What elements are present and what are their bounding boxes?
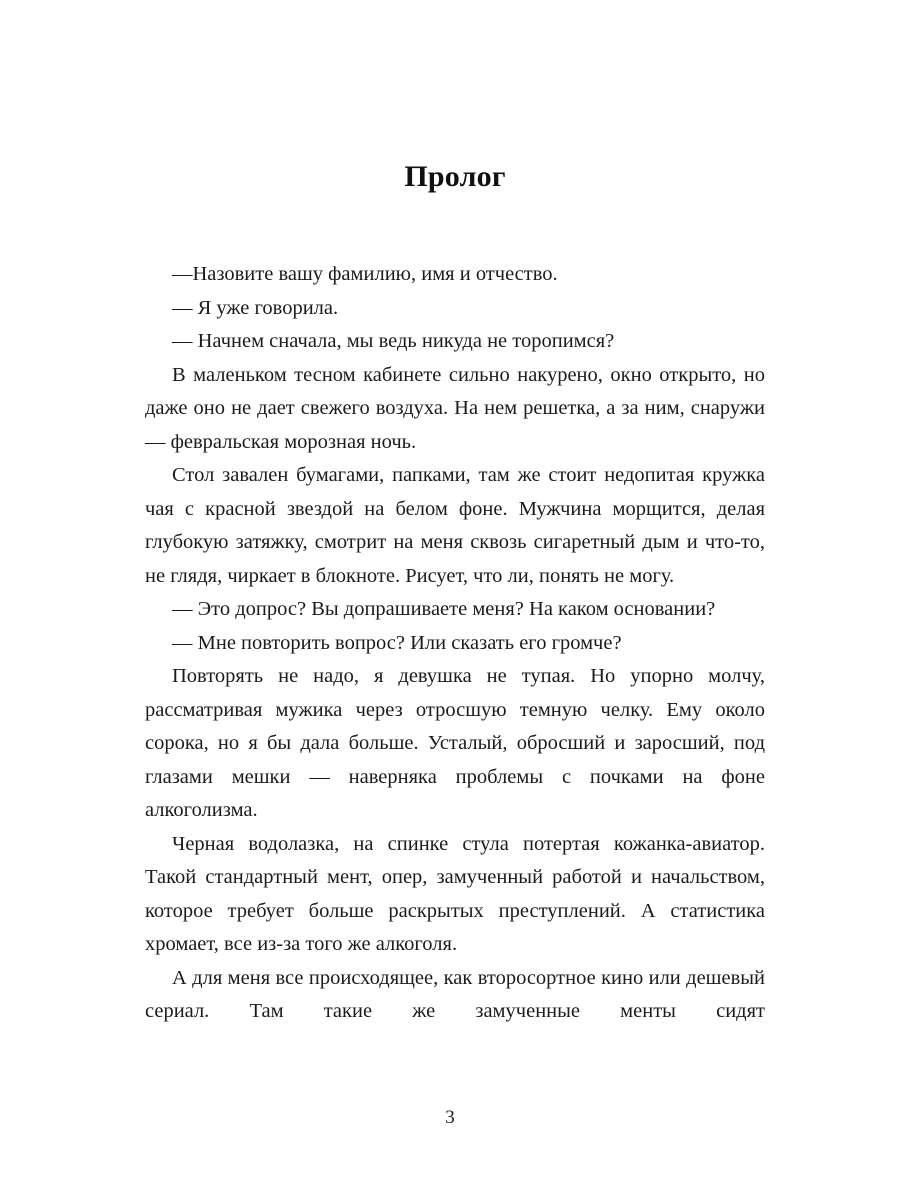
paragraph-dialogue-1: —Назовите вашу фамилию, имя и отчество. — [172, 263, 558, 285]
paragraph-dialogue-2: — Я уже говорила. — [172, 296, 339, 319]
paragraph-narrative-3: Повторять не надо, я девушка не тупая. Но упорно молчу, рассматривая мужика через отросшую темную челку. Ему около сорока, но я бы дала больше. Усталый, обросший и заросший, под глазами мешки — наверняка проблемы с почками на фоне алкоголизма. — [145, 665, 765, 821]
paragraph-dialogue-3: — Начнем сначала, мы ведь никуда не торопимся? — [172, 330, 615, 352]
paragraph-narrative-1: В маленьком тесном кабинете сильно накурено, окно открыто, но даже оно не дает свежего воздуха. На нем решетка, а за ним, снаружи — февральская морозная ночь. — [145, 363, 765, 453]
chapter-title: Пролог — [404, 160, 506, 193]
paragraph-dialogue-4: — Это допрос? Вы допрашиваете меня? На каком основании? — [172, 598, 716, 620]
paragraph-narrative-5: А для меня все происходящее, как второсортное кино или дешевый сериал. Там такие же замученные менты сидят — [145, 966, 765, 1022]
paragraph-narrative-2: Стол завален бумагами, папками, там же стоит недопитая кружка чая с красной звездой на белом фоне. Мужчина морщится, делая глубокую затяжку, смотрит на меня сквозь сигаретный дым и что-то, не глядя, чиркает в блокноте. Рисует, что ли, понять не могу. — [145, 464, 765, 587]
page-text-block — [145, 150, 765, 1062]
paragraph-narrative-4: Черная водолазка, на спинке стула потертая кожанка-авиатор. Такой стандартный мент, опер, замученный работой и начальством, которое требует больше раскрытых преступлений. А статистика хромает, все из-за того же алкоголя. — [145, 832, 765, 955]
page-number: 3 — [445, 1107, 455, 1128]
paragraph-dialogue-5: — Мне повторить вопрос? Или сказать его громче? — [172, 631, 622, 654]
body-copy — [145, 258, 765, 1062]
